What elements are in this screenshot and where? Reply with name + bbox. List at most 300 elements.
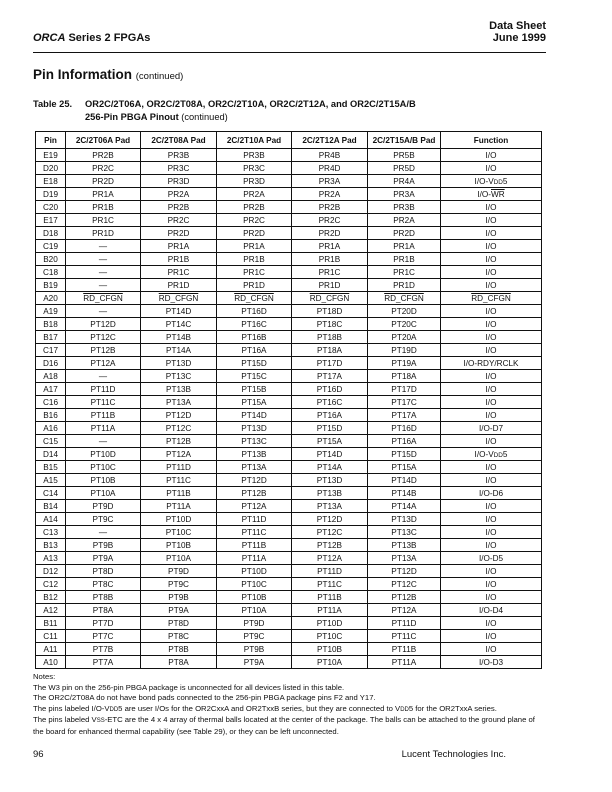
table-cell: I/O [441, 253, 542, 266]
table-cell: PT10B [217, 591, 292, 604]
brand-name: ORCA [33, 32, 66, 44]
table-row [36, 162, 542, 175]
table-cell: — [66, 526, 141, 539]
doc-type: Data Sheet [489, 20, 546, 32]
table-cell: PT11D [292, 565, 368, 578]
pin-id-cell: B19 [36, 279, 66, 292]
pin-id-cell: B13 [36, 539, 66, 552]
table-cell: PT8C [141, 630, 217, 643]
table-cell: PT13D [141, 357, 217, 370]
table-cell: PT9D [217, 617, 292, 630]
table-cell: PT10C [66, 461, 141, 474]
table-cell: PR2B [217, 201, 292, 214]
table-cell: PT14B [368, 487, 441, 500]
table-cell: PT18A [368, 370, 441, 383]
table-cell: PT10A [292, 656, 368, 669]
column-header: 2C/2T10A Pad [217, 132, 292, 149]
table-row [36, 487, 542, 500]
table-cell: I/O [441, 214, 542, 227]
table-cell: PT17A [292, 370, 368, 383]
table-caption-line2: 256-Pin PBGA Pinout [85, 111, 179, 122]
column-header: Function [441, 132, 542, 149]
section-continued: (continued) [135, 71, 184, 82]
table-cell: PT9B [66, 539, 141, 552]
column-header: 2C/2T12A Pad [292, 132, 368, 149]
table-cell: PR1B [292, 253, 368, 266]
table-cell: PT18C [292, 318, 368, 331]
table-cell: PR2A [217, 188, 292, 201]
pin-id-cell: B14 [36, 500, 66, 513]
table-cell: PT13B [217, 448, 292, 461]
table-cell: PT8C [66, 578, 141, 591]
table-cell: PT16D [217, 305, 292, 318]
table-cell: I/O [441, 344, 542, 357]
table-cell: PT12B [292, 539, 368, 552]
table-cell: PT20D [368, 305, 441, 318]
pin-id-cell: E18 [36, 175, 66, 188]
table-cell: PR4A [368, 175, 441, 188]
table-row [36, 318, 542, 331]
table-row [36, 643, 542, 656]
table-caption-label: Table 25. [33, 99, 73, 109]
table-cell: PT15A [217, 396, 292, 409]
table-cell: PR1B [217, 253, 292, 266]
table-cell: PT16A [368, 435, 441, 448]
table-cell: PT11D [141, 461, 217, 474]
doc-date: June 1999 [492, 32, 546, 44]
table-cell: PT11C [141, 474, 217, 487]
table-cell: PT14A [292, 461, 368, 474]
table-cell: PR2D [141, 227, 217, 240]
pin-id-cell: A19 [36, 305, 66, 318]
table-cell: PT7A [66, 656, 141, 669]
table-cell: PT9C [217, 630, 292, 643]
table-cell: PT8A [66, 604, 141, 617]
table-cell: I/O [441, 201, 542, 214]
table-cell: PT16A [292, 409, 368, 422]
pin-id-cell: D20 [36, 162, 66, 175]
table-cell: PT10D [141, 513, 217, 526]
table-cell: I/O [441, 318, 542, 331]
note-item: The W3 pin on the 256-pin PBGA package is unconnected for all devices listed in this table. [33, 682, 345, 692]
table-cell: PT14D [217, 409, 292, 422]
page-number: 96 [33, 749, 44, 760]
table-row [36, 344, 542, 357]
table-cell: PT18D [292, 305, 368, 318]
table-cell: PR3D [141, 175, 217, 188]
table-cell: PR3A [368, 188, 441, 201]
table-cell: — [66, 253, 141, 266]
table-row [36, 604, 542, 617]
pin-id-cell: B15 [36, 461, 66, 474]
table-cell: PR1D [66, 227, 141, 240]
table-cell: PR1D [368, 279, 441, 292]
table-caption [33, 98, 546, 123]
table-cell: PT15D [368, 448, 441, 461]
table-cell: PT13A [217, 461, 292, 474]
table-cell: PT11D [217, 513, 292, 526]
table-cell: PR2C [292, 214, 368, 227]
table-cell: PT13C [217, 435, 292, 448]
table-row [36, 552, 542, 565]
table-cell: PT9B [217, 643, 292, 656]
table-cell: PR3B [217, 149, 292, 162]
table-cell: PT14B [141, 331, 217, 344]
table-cell: PT12A [368, 604, 441, 617]
table-cell: PT13D [368, 513, 441, 526]
table-cell: PT12B [66, 344, 141, 357]
table-cell: PT11A [217, 552, 292, 565]
table-cell: I/O [441, 539, 542, 552]
note-item: The OR2C/2T08A do not have bond pads connected to the 256-pin PBGA package pins F2 and Y17. [33, 693, 376, 703]
table-cell: PT14D [292, 448, 368, 461]
table-cell: PT9C [141, 578, 217, 591]
pin-id-cell: B16 [36, 409, 66, 422]
table-cell: PT9A [141, 604, 217, 617]
table-row [36, 422, 542, 435]
pin-id-cell: D12 [36, 565, 66, 578]
table-cell: PT19A [368, 357, 441, 370]
table-cell: PR4B [292, 149, 368, 162]
pin-id-cell: A10 [36, 656, 66, 669]
table-cell: PT10B [66, 474, 141, 487]
table-cell: — [66, 305, 141, 318]
table-cell: PR1B [368, 253, 441, 266]
table-cell: I/O [441, 227, 542, 240]
table-cell: PT15A [292, 435, 368, 448]
table-cell: I/O-D4 [441, 604, 542, 617]
table-cell: PT12A [66, 357, 141, 370]
table-cell: PT17D [292, 357, 368, 370]
pin-id-cell: C15 [36, 435, 66, 448]
table-cell: I/O-D7 [441, 422, 542, 435]
table-cell: PT8A [141, 656, 217, 669]
table-cell: I/O [441, 643, 542, 656]
table-row [36, 409, 542, 422]
table-cell: PR1A [141, 240, 217, 253]
pin-id-cell: B17 [36, 331, 66, 344]
notes-label: Notes: [33, 672, 56, 681]
table-cell: PT14D [368, 474, 441, 487]
table-cell: — [66, 279, 141, 292]
table-cell: PT13A [292, 500, 368, 513]
table-cell: PT10A [66, 487, 141, 500]
table-cell: PT7D [66, 617, 141, 630]
doc-meta [489, 20, 546, 44]
pin-id-cell: C14 [36, 487, 66, 500]
table-row [36, 630, 542, 643]
table-cell: PR1C [66, 214, 141, 227]
table-cell: I/O [441, 305, 542, 318]
table-cell: PT13B [141, 383, 217, 396]
table-cell: PT10C [217, 578, 292, 591]
table-cell: PT11D [66, 383, 141, 396]
table-cell: PR2C [66, 162, 141, 175]
table-cell: I/O-D3 [441, 656, 542, 669]
table-cell: PT16B [217, 331, 292, 344]
pin-id-cell: C17 [36, 344, 66, 357]
pin-id-cell: D14 [36, 448, 66, 461]
pin-id-cell: C13 [36, 526, 66, 539]
pin-id-cell: D18 [36, 227, 66, 240]
table-row [36, 331, 542, 344]
pin-id-cell: B18 [36, 318, 66, 331]
table-cell: PT12A [141, 448, 217, 461]
table-cell: — [66, 240, 141, 253]
pin-id-cell: A18 [36, 370, 66, 383]
pin-id-cell: A20 [36, 292, 66, 305]
table-row [36, 370, 542, 383]
column-header: 2C/2T08A Pad [141, 132, 217, 149]
pin-id-cell: A16 [36, 422, 66, 435]
table-cell: PR4D [292, 162, 368, 175]
table-row [36, 435, 542, 448]
pin-id-cell: A17 [36, 383, 66, 396]
pin-id-cell: C19 [36, 240, 66, 253]
table-cell: PT14D [141, 305, 217, 318]
table-cell: PT20A [368, 331, 441, 344]
table-cell: PT7C [66, 630, 141, 643]
pin-id-cell: A15 [36, 474, 66, 487]
table-row [36, 513, 542, 526]
pin-id-cell: A13 [36, 552, 66, 565]
table-cell: PR2B [141, 201, 217, 214]
table-cell: PT14A [368, 500, 441, 513]
table-row [36, 591, 542, 604]
table-cell: PT16C [292, 396, 368, 409]
pin-id-cell: C20 [36, 201, 66, 214]
table-cell: PT11C [292, 578, 368, 591]
table-row [36, 448, 542, 461]
table-row [36, 474, 542, 487]
table-cell: PT8D [141, 617, 217, 630]
table-cell: I/O [441, 435, 542, 448]
table-row [36, 396, 542, 409]
table-cell: I/O [441, 266, 542, 279]
table-cell: PT13D [292, 474, 368, 487]
table-cell: PR2D [368, 227, 441, 240]
table-cell: PT10D [292, 617, 368, 630]
table-cell: I/O [441, 331, 542, 344]
table-cell: PT11C [368, 630, 441, 643]
table-cell: PT12D [141, 409, 217, 422]
page-header [33, 20, 546, 44]
table-cell: $I/O-\overline{WR}$ [441, 188, 542, 201]
table-cell: I/O [441, 474, 542, 487]
table-cell: PT12B [368, 591, 441, 604]
table-cell: PT18A [292, 344, 368, 357]
table-cell: PT11D [368, 617, 441, 630]
table-cell: PT12A [292, 552, 368, 565]
table-cell: PT16D [368, 422, 441, 435]
table-row [36, 201, 542, 214]
table-cell: PR3B [141, 149, 217, 162]
table-cell: PT11A [141, 500, 217, 513]
table-cell: PT11C [66, 396, 141, 409]
table-cell: PT10A [217, 604, 292, 617]
table-cell: RD_CFGN [292, 292, 368, 305]
table-cell: PR1B [66, 201, 141, 214]
table-cell: PT12D [66, 318, 141, 331]
pin-id-cell: A12 [36, 604, 66, 617]
table-cell: PT13A [368, 552, 441, 565]
table-cell: PR2B [292, 201, 368, 214]
table-row [36, 357, 542, 370]
table-row [36, 240, 542, 253]
table-cell: PT14A [141, 344, 217, 357]
table-cell: PR2D [66, 175, 141, 188]
table-cell: PT9B [141, 591, 217, 604]
table-cell: PT12D [292, 513, 368, 526]
table-cell: PR1C [141, 266, 217, 279]
table-cell: PR2A [292, 188, 368, 201]
table-cell: I/O [441, 383, 542, 396]
table-caption-line1: OR2C/2T06A, OR2C/2T08A, OR2C/2T10A, OR2C/2T12A, and OR2C/2T15A/B [85, 99, 416, 109]
table-cell: — [66, 435, 141, 448]
table-cell: PT20C [368, 318, 441, 331]
table-cell: PT17D [368, 383, 441, 396]
table-cell: PT7B [66, 643, 141, 656]
table-cell: PR1D [141, 279, 217, 292]
table-cell: PR1D [292, 279, 368, 292]
pin-id-cell: E19 [36, 149, 66, 162]
table-cell: PT13B [292, 487, 368, 500]
table-cell: I/O-D6 [441, 487, 542, 500]
table-row [36, 253, 542, 266]
table-cell: I/O [441, 617, 542, 630]
table-cell: PR1D [217, 279, 292, 292]
table-cell: PR1A [217, 240, 292, 253]
table-caption-continued: (continued) [181, 111, 228, 122]
table-cell: I/O [441, 279, 542, 292]
table-cell: PT19D [368, 344, 441, 357]
table-row [36, 578, 542, 591]
table-cell: PR1A [66, 188, 141, 201]
table-cell: PT14C [141, 318, 217, 331]
table-cell: PT16A [217, 344, 292, 357]
pin-id-cell: D19 [36, 188, 66, 201]
table-cell: — [66, 370, 141, 383]
table-cell: PR1A [292, 240, 368, 253]
column-header: 2C/2T15A/B Pad [368, 132, 441, 149]
table-cell: PR3C [141, 162, 217, 175]
table-cell: RD_CFGN [141, 292, 217, 305]
table-cell: PT10D [66, 448, 141, 461]
table-cell: PT9A [66, 552, 141, 565]
section-title: Pin Information [33, 67, 132, 82]
page-footer [33, 749, 546, 760]
table-cell: PT12C [141, 422, 217, 435]
table-row [36, 214, 542, 227]
column-header: 2C/2T06A Pad [66, 132, 141, 149]
table-cell: PT15B [217, 383, 292, 396]
notes [33, 672, 547, 738]
table-cell: PT10A [141, 552, 217, 565]
table-cell: I/O [441, 578, 542, 591]
table-row [36, 526, 542, 539]
table-cell: I/O [441, 409, 542, 422]
table-cell: PR3D [217, 175, 292, 188]
table-cell: RD_CFGN [368, 292, 441, 305]
table-cell: PT15C [217, 370, 292, 383]
table-cell: PT11B [292, 591, 368, 604]
table-cell: PR2D [292, 227, 368, 240]
doc-title [33, 32, 150, 44]
product-name: Series 2 FPGAs [65, 32, 151, 44]
table-cell: I/O [441, 149, 542, 162]
table-row [36, 500, 542, 513]
table-cell: PT8B [66, 591, 141, 604]
table-cell: I/O [441, 591, 542, 604]
table-cell: PT15A [368, 461, 441, 474]
table-cell: PR3B [368, 201, 441, 214]
table-cell: PT8D [66, 565, 141, 578]
table-cell: PT12D [368, 565, 441, 578]
table-cell: PT12B [141, 435, 217, 448]
table-cell: PR2A [141, 188, 217, 201]
table-row [36, 266, 542, 279]
table-row [36, 539, 542, 552]
table-row [36, 175, 542, 188]
table-cell: PT12D [217, 474, 292, 487]
table-cell: PT9D [141, 565, 217, 578]
note-item: The pins labeled VSS-ETC are the 4 x 4 array of thermal balls located at the center of the package. The balls can be attached to the ground plane of the board for enhanced thermal capability (see Table 29), or they can be left unconnected. [33, 715, 535, 736]
table-cell: PT16C [217, 318, 292, 331]
table-cell: I/O-D5 [441, 552, 542, 565]
note-item: The pins labeled I/O-VDD5 are user I/Os for the OR2CxxA and OR2TxxB series, but they are connected to VDD5 for the OR2TxxA series. [33, 703, 497, 713]
pin-id-cell: C16 [36, 396, 66, 409]
table-cell: RD_CFGN [66, 292, 141, 305]
table-cell: PT11B [217, 539, 292, 552]
table-cell: I/O [441, 500, 542, 513]
table-cell: PR2B [66, 149, 141, 162]
table-cell: PR1B [141, 253, 217, 266]
table-cell: I/O-RDY/RCLK [441, 357, 542, 370]
pin-id-cell: B11 [36, 617, 66, 630]
table-cell: PT15D [292, 422, 368, 435]
table-cell: PT11A [66, 422, 141, 435]
notes-list [33, 683, 547, 738]
table-cell: — [66, 266, 141, 279]
table-row [36, 292, 542, 305]
table-cell: I/O [441, 630, 542, 643]
table-cell: PR2D [217, 227, 292, 240]
table-cell: PT17A [368, 409, 441, 422]
table-cell: I/O-VDD5 [441, 175, 542, 188]
table-cell: PT8B [141, 643, 217, 656]
table-cell: I/O-VDD5 [441, 448, 542, 461]
table-row [36, 279, 542, 292]
table-cell: I/O [441, 396, 542, 409]
table-cell: PT10C [292, 630, 368, 643]
table-row [36, 305, 542, 318]
table-cell: PT13C [141, 370, 217, 383]
table-cell: PR1C [368, 266, 441, 279]
table-cell: PR1C [292, 266, 368, 279]
table-cell: PT11A [368, 656, 441, 669]
table-cell: PT9C [66, 513, 141, 526]
table-cell: RD_CFGN [217, 292, 292, 305]
table-cell: PT15D [217, 357, 292, 370]
publisher: Lucent Technologies Inc. [401, 749, 506, 760]
table-cell: PT13A [141, 396, 217, 409]
table-cell: I/O [441, 240, 542, 253]
table-row [36, 617, 542, 630]
pin-id-cell: C11 [36, 630, 66, 643]
pin-id-cell: E17 [36, 214, 66, 227]
table-cell: PR5D [368, 162, 441, 175]
table-cell: PT12C [368, 578, 441, 591]
